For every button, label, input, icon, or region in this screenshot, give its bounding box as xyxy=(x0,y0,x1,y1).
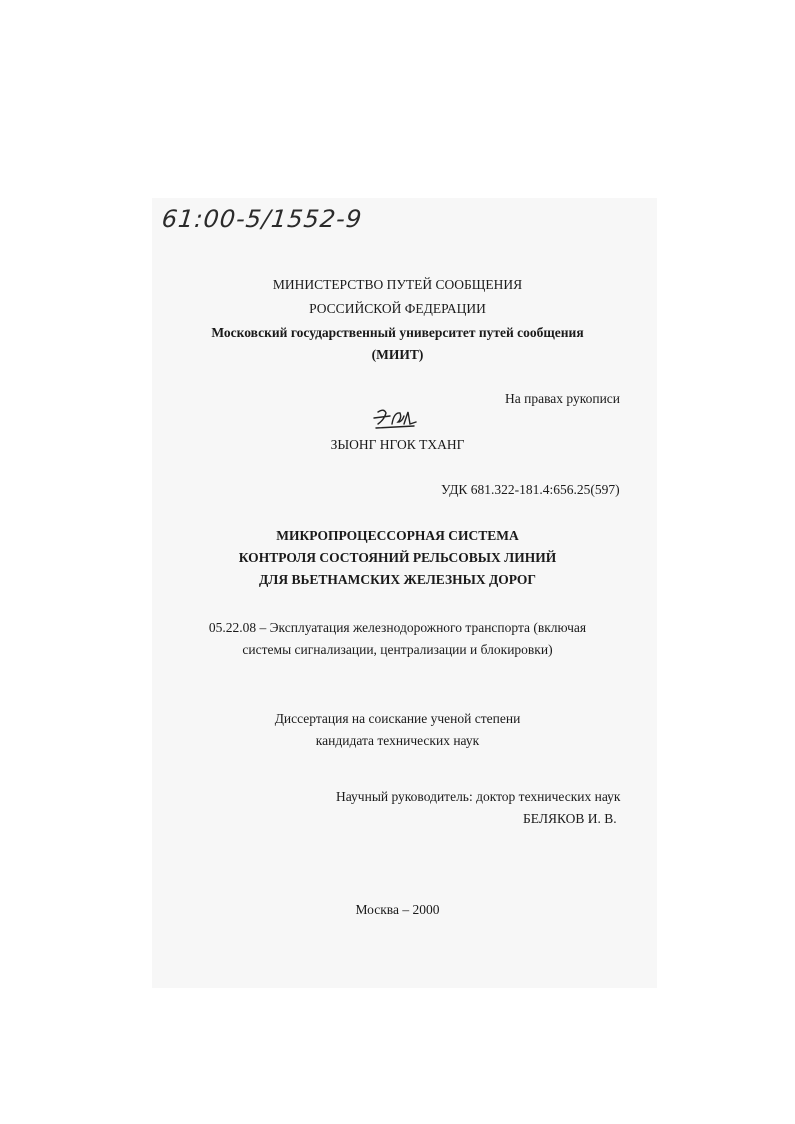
supervisor-line-1: Научный руководитель: доктор технических наук xyxy=(336,789,621,804)
manuscript-rights-note: На правах рукописи xyxy=(505,391,621,406)
degree-line-2: кандидата технических наук xyxy=(315,733,480,748)
title-line-2: КОНТРОЛЯ СОСТОЯНИЙ РЕЛЬСОВЫХ ЛИНИЙ xyxy=(238,550,557,565)
author-signature xyxy=(372,404,418,434)
degree-line-1: Диссертация на соискание ученой степени xyxy=(274,711,521,726)
specialty-line-2: системы сигнализации, централизации и блокировки) xyxy=(242,642,553,657)
university-name: Московский государственный университет путей сообщения xyxy=(211,325,584,340)
author-name: ЗЫОНГ НГОК ТХАНГ xyxy=(330,437,465,452)
specialty-line-1: 05.22.08 – Эксплуатация железнодорожного транспорта (включая xyxy=(208,620,587,635)
ministry-line-2: РОССИЙСКОЙ ФЕДЕРАЦИИ xyxy=(309,301,486,316)
handwritten-catalog-code: 61:00-5/1552-9 xyxy=(160,205,364,233)
supervisor-name: БЕЛЯКОВ И. В. xyxy=(523,811,617,826)
title-line-3: ДЛЯ ВЬЕТНАМСКИХ ЖЕЛЕЗНЫХ ДОРОГ xyxy=(258,572,537,587)
university-abbreviation: (МИИТ) xyxy=(371,347,424,362)
title-line-1: МИКРОПРОЦЕССОРНАЯ СИСТЕМА xyxy=(276,528,519,543)
udc-code: УДК 681.322-181.4:656.25(597) xyxy=(441,482,620,497)
city-and-year: Москва – 2000 xyxy=(355,902,440,917)
ministry-line-1: МИНИСТЕРСТВО ПУТЕЙ СООБЩЕНИЯ xyxy=(272,277,523,292)
